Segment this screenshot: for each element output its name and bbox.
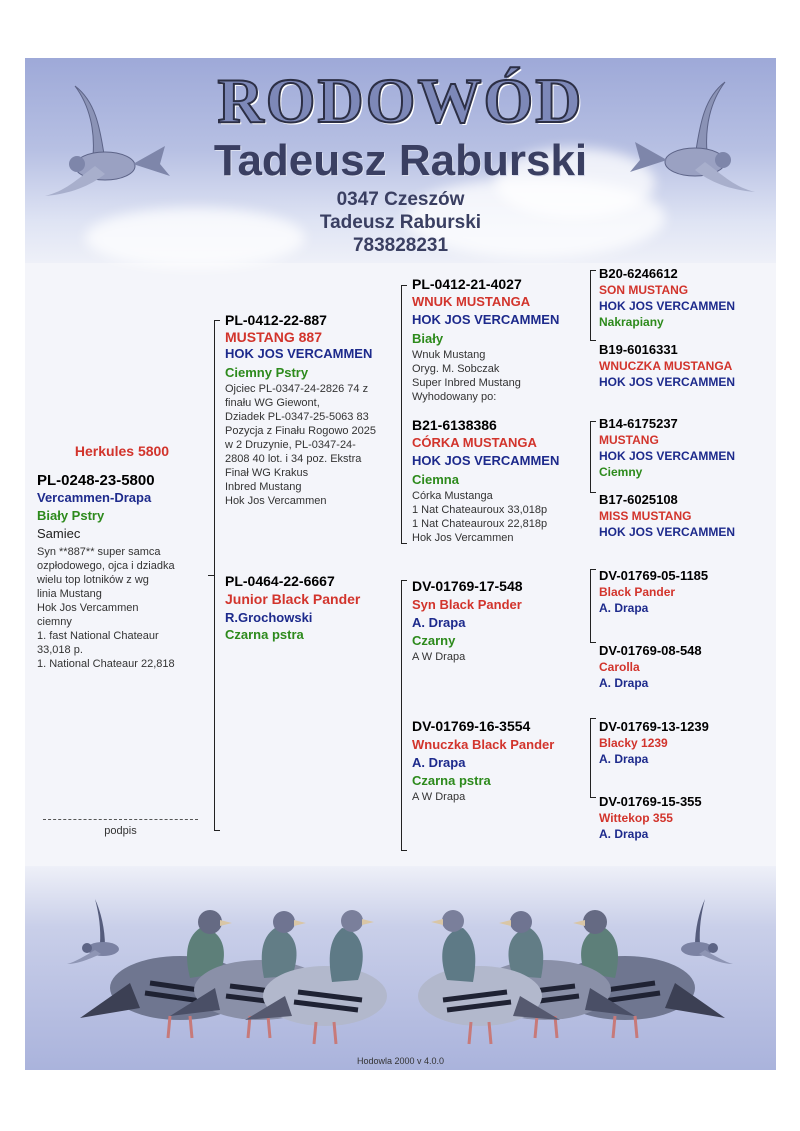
signature-line xyxy=(43,819,198,820)
mf-name: Syn Black Pander xyxy=(412,597,522,612)
gg3-breeder: HOK JOS VERCAMMEN xyxy=(599,449,736,463)
main-bird-sex: Samiec xyxy=(37,526,81,541)
note-line: 1 Nat Chateauroux 22,818p xyxy=(412,518,548,530)
pigeons-group-right-icon xyxy=(415,888,735,1048)
bracket-tick xyxy=(590,718,596,719)
bracket-tick xyxy=(401,850,407,851)
note-line: wielu top lotników z wg xyxy=(37,574,149,586)
note-line: Finał WG Krakus xyxy=(225,467,309,479)
gg2-ring: B19-6016331 xyxy=(599,342,678,357)
footer-banner xyxy=(25,866,776,1070)
father-name: MUSTANG 887 xyxy=(225,329,322,345)
father-breeder: HOK JOS VERCAMMEN xyxy=(225,346,373,361)
mm-ring: DV-01769-16-3554 xyxy=(412,718,531,734)
gg2-breeder: HOK JOS VERCAMMEN xyxy=(599,375,736,389)
note-line: Oryg. M. Sobczak xyxy=(412,363,500,375)
owner-name-line: Tadeusz Raburski xyxy=(319,212,482,233)
bracket-tick xyxy=(401,543,407,544)
fm-color: Ciemna xyxy=(412,472,459,487)
bracket-mother-parents xyxy=(401,580,402,850)
bracket-tick xyxy=(214,830,220,831)
pigeons-group-left-icon xyxy=(70,888,390,1048)
gg-bird-3 xyxy=(599,416,775,480)
gg-bird-2 xyxy=(599,342,775,390)
ff-color: Biały xyxy=(412,331,444,346)
bracket-tick xyxy=(590,340,596,341)
bracket-gg-2 xyxy=(590,421,591,492)
gg-bird-5 xyxy=(599,568,775,616)
note-line: 1. fast National Chateaur xyxy=(37,630,159,642)
note-line: Córka Mustanga xyxy=(412,490,493,502)
gg5-ring: DV-01769-05-1185 xyxy=(599,568,709,583)
mm-notes xyxy=(412,790,592,804)
gg-bird-1 xyxy=(599,266,775,330)
father-mother-bird xyxy=(412,417,592,545)
bracket-tick xyxy=(590,797,596,798)
bracket-tick xyxy=(590,569,596,570)
bracket-tick xyxy=(208,575,214,576)
gg4-name: MISS MUSTANG xyxy=(599,509,692,523)
mother-breeder: R.Grochowski xyxy=(225,610,313,625)
father-ring: PL-0412-22-887 xyxy=(225,312,327,328)
owner-phone: 783828231 xyxy=(352,235,449,256)
bracket-tick xyxy=(590,421,596,422)
main-bird-name: Herkules 5800 xyxy=(74,443,170,459)
note-line: finału WG Giewont, xyxy=(225,397,320,409)
bracket-tick xyxy=(214,320,220,321)
note-line: Ojciec PL-0347-24-2826 74 z xyxy=(225,383,369,395)
mother-color: Czarna pstra xyxy=(225,627,304,642)
note-line: ciemny xyxy=(37,616,72,628)
note-line: Hok Jos Vercammen xyxy=(37,602,139,614)
note-line: 2808 40 lot. i 34 poz. Ekstra xyxy=(225,453,362,465)
mm-name: Wnuczka Black Pander xyxy=(412,737,555,752)
mm-color: Czarna pstra xyxy=(412,773,491,788)
ff-name: WNUK MUSTANGA xyxy=(412,294,531,309)
bracket-tick xyxy=(401,285,407,286)
gg1-breeder: HOK JOS VERCAMMEN xyxy=(599,299,736,313)
gg5-name: Black Pander xyxy=(599,585,676,599)
mother-ring: PL-0464-22-6667 xyxy=(225,573,335,589)
note-line: Syn **887** super samca xyxy=(37,546,161,558)
mm-breeder: A. Drapa xyxy=(412,755,466,770)
gg3-name: MUSTANG xyxy=(599,433,659,447)
note-line: Super Inbred Mustang xyxy=(412,377,521,389)
bracket-gg-3 xyxy=(590,569,591,642)
ff-notes xyxy=(412,348,592,404)
note-line: linia Mustang xyxy=(37,588,102,600)
ff-ring: PL-0412-21-4027 xyxy=(412,276,522,292)
note-line: 33,018 p. xyxy=(37,644,83,656)
gg8-ring: DV-01769-15-355 xyxy=(599,794,702,809)
gg-bird-4 xyxy=(599,492,775,540)
mother-mother-bird xyxy=(412,718,592,804)
gg7-name: Blacky 1239 xyxy=(599,736,668,750)
bracket-tick xyxy=(590,642,596,643)
note-line: Hok Jos Vercammen xyxy=(412,532,514,544)
gg1-color: Nakrapiany xyxy=(599,315,664,329)
bracket-tick xyxy=(590,492,596,493)
main-bird-ring: PL-0248-23-5800 xyxy=(37,472,155,489)
fm-name: CÓRKA MUSTANGA xyxy=(412,435,537,450)
fm-ring: B21-6138386 xyxy=(412,417,497,433)
gg-bird-6 xyxy=(599,643,775,691)
note-line: Pozycja z Finału Rogowo 2025 xyxy=(225,425,377,437)
bracket-tick xyxy=(401,580,407,581)
header-banner xyxy=(25,58,776,263)
gg-bird-7 xyxy=(599,719,775,767)
main-bird-color: Biały Pstry xyxy=(37,508,105,523)
father-notes xyxy=(225,382,405,508)
main-bird-strain: Vercammen-Drapa xyxy=(37,490,152,505)
note-line: Hok Jos Vercammen xyxy=(225,495,327,507)
bracket-parents xyxy=(214,320,215,830)
gg5-breeder: A. Drapa xyxy=(599,601,649,615)
bracket-gg-4 xyxy=(590,718,591,797)
mf-notes xyxy=(412,650,592,664)
gg2-name: WNUCZKA MUSTANGA xyxy=(599,359,733,373)
pedigree-sheet xyxy=(25,58,776,1070)
gg-bird-8 xyxy=(599,794,775,842)
note-line: ozpłodowego, ojca i dziadka xyxy=(37,560,175,572)
note-line: A W Drapa xyxy=(412,791,466,803)
mf-color: Czarny xyxy=(412,633,456,648)
gg3-ring: B14-6175237 xyxy=(599,416,678,431)
father-color: Ciemny Pstry xyxy=(225,365,309,380)
owner-name: Tadeusz Raburski xyxy=(213,136,588,185)
mother-bird xyxy=(225,573,405,643)
gg7-breeder: A. Drapa xyxy=(599,752,649,766)
gg6-name: Carolla xyxy=(599,660,640,674)
note-line: Inbred Mustang xyxy=(225,481,302,493)
gg3-color: Ciemny xyxy=(599,465,643,479)
note-line: A W Drapa xyxy=(412,651,466,663)
gg4-ring: B17-6025108 xyxy=(599,492,678,507)
note-line: Wyhodowany po: xyxy=(412,391,497,403)
fm-breeder: HOK JOS VERCAMMEN xyxy=(412,453,560,468)
note-line: w 2 Druzynie, PL-0347-24- xyxy=(225,439,356,451)
bracket-gg-1 xyxy=(590,270,591,340)
gg1-ring: B20-6246612 xyxy=(599,266,678,281)
gg7-ring: DV-01769-13-1239 xyxy=(599,719,709,734)
gg6-breeder: A. Drapa xyxy=(599,676,649,690)
gg1-name: SON MUSTANG xyxy=(599,283,689,297)
page-title: RODOWÓD xyxy=(217,65,584,136)
ff-breeder: HOK JOS VERCAMMEN xyxy=(412,312,560,327)
gg8-name: Wittekop 355 xyxy=(599,811,673,825)
software-credit: Hodowla 2000 v 4.0.0 xyxy=(356,1056,445,1066)
mf-ring: DV-01769-17-548 xyxy=(412,578,523,594)
signature-label: podpis xyxy=(104,825,137,837)
gg4-breeder: HOK JOS VERCAMMEN xyxy=(599,525,736,539)
mother-father-bird xyxy=(412,578,592,664)
note-line: Wnuk Mustang xyxy=(412,349,486,361)
father-father-bird xyxy=(412,276,592,404)
bracket-father-parents xyxy=(401,285,402,543)
note-line: 1 Nat Chateauroux 33,018p xyxy=(412,504,548,516)
main-bird-notes xyxy=(37,545,217,671)
note-line: 1. National Chateaur 22,818 xyxy=(37,658,175,670)
owner-address: 0347 Czeszów xyxy=(336,189,465,210)
gg8-breeder: A. Drapa xyxy=(599,827,649,841)
mother-name: Junior Black Pander xyxy=(225,591,361,607)
bracket-tick xyxy=(590,270,596,271)
fm-notes xyxy=(412,489,592,545)
note-line: Dziadek PL-0347-25-5063 83 xyxy=(225,411,369,423)
gg6-ring: DV-01769-08-548 xyxy=(599,643,702,658)
main-bird xyxy=(37,442,217,671)
father-bird xyxy=(225,312,405,508)
mf-breeder: A. Drapa xyxy=(412,615,466,630)
